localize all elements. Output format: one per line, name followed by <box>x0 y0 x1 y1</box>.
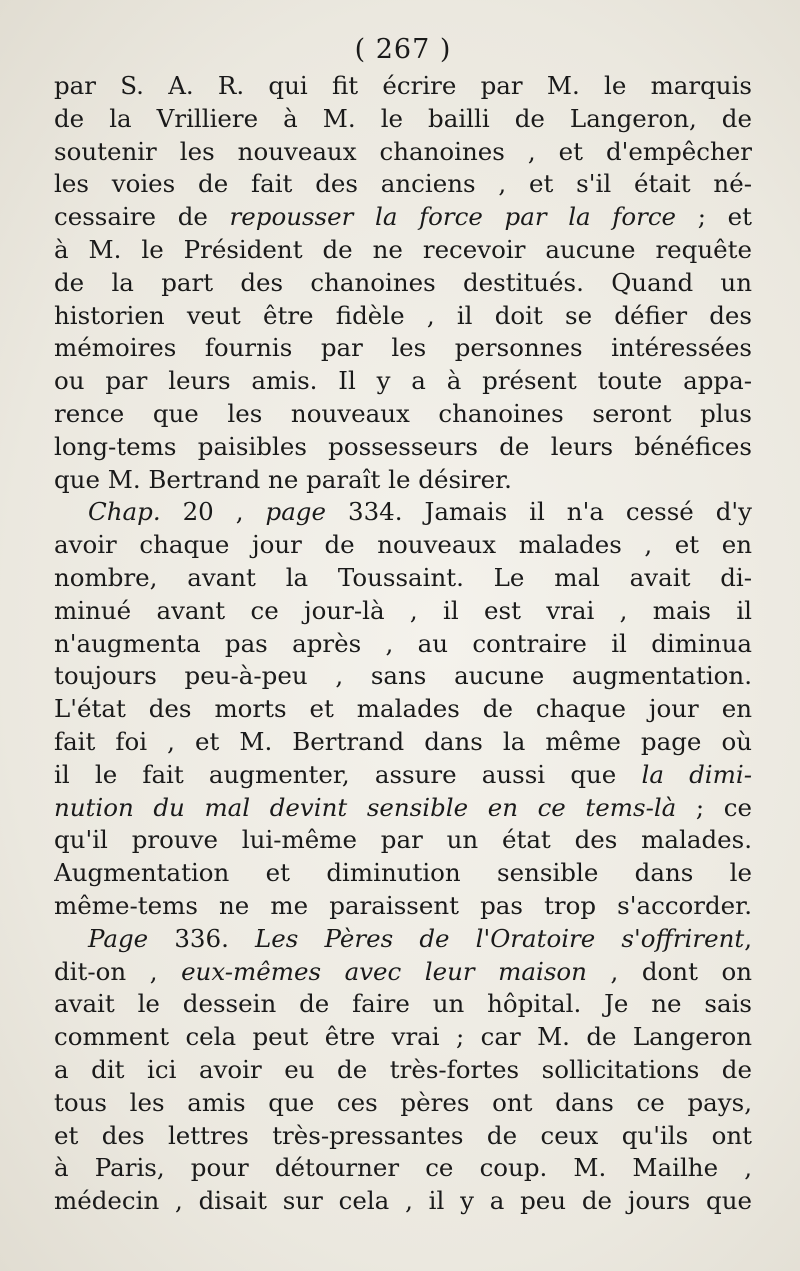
text-run: à M. le Président de ne recevoir aucune requête <box>54 234 752 264</box>
text-run: par S. A. R. qui fit écrire par M. le marquis <box>54 71 752 100</box>
text-run: avait le dessein de faire un hôpital. Je ne sais <box>54 989 752 1019</box>
text-line <box>54 464 752 497</box>
text-line <box>54 923 752 956</box>
text-line <box>54 365 752 398</box>
text-run: dit-on , <box>54 956 182 986</box>
text-line <box>54 300 752 333</box>
text-run: Augmentation et diminution sensible dans le <box>54 858 752 888</box>
text-run: tous les amis que ces pères ont dans ce pays, <box>54 1087 752 1117</box>
text-line <box>54 1054 752 1087</box>
text-run: cessaire de <box>54 202 230 232</box>
italic-phrase: page <box>265 497 326 527</box>
italic-phrase: repousser la force par la force <box>229 202 677 232</box>
text-run: , <box>744 923 752 953</box>
text-run: ou par leurs amis. Il y a à présent toute appa- <box>54 366 752 396</box>
text-run: n'augmenta pas après , au contraire il diminua <box>54 628 752 658</box>
text-line <box>54 234 752 267</box>
text-run: mémoires fournis par les personnes intéressées <box>54 333 752 363</box>
italic-phrase: Les Pères de l'Oratoire s'offrirent <box>255 923 745 953</box>
text-run: que M. Bertrand ne paraît le désirer. <box>54 464 512 494</box>
text-run: comment cela peut être vrai ; car M. de Langeron <box>54 1022 752 1052</box>
text-line <box>54 1021 752 1054</box>
text-line <box>54 1120 752 1153</box>
text-line <box>54 1087 752 1120</box>
text-line <box>54 857 752 890</box>
text-line <box>54 726 752 759</box>
text-run: les voies de fait des anciens , et s'il était né- <box>54 169 752 199</box>
text-run: 336. <box>148 923 256 953</box>
text-run: L'état des morts et malades de chaque jour en <box>54 694 752 724</box>
text-run: ; ce <box>676 792 752 822</box>
text-line <box>54 824 752 857</box>
text-run: de la Vrilliere à M. le bailli de Langeron, de <box>54 103 752 133</box>
italic-phrase: Page <box>88 923 149 953</box>
text-run: avoir chaque jour de nouveaux malades , et en <box>54 530 752 560</box>
text-line <box>54 168 752 201</box>
text-line <box>54 628 752 661</box>
text-run: minué avant ce jour-là , il est vrai , mais il <box>54 595 752 625</box>
page-number: ( 267 ) <box>354 34 452 65</box>
text-line <box>54 660 752 693</box>
text-run: de la part des chanoines destitués. Quand un <box>54 267 752 297</box>
italic-phrase: la dimi- <box>641 759 752 789</box>
text-line <box>54 693 752 726</box>
text-run: et des lettres très-pressantes de ceux qu'ils ont <box>54 1120 752 1150</box>
text-line <box>54 136 752 169</box>
text-line <box>54 201 752 234</box>
text-run: historien veut être fidèle , il doit se défier des <box>54 300 752 330</box>
text-run: , dont on <box>586 956 752 986</box>
text-run: à Paris, pour détourner ce coup. M. Mailhe , <box>54 1153 752 1183</box>
text-line <box>54 103 752 136</box>
text-line <box>54 1152 752 1185</box>
text-run: toujours peu-à-peu , sans aucune augmentation. <box>54 661 752 691</box>
text-line <box>54 332 752 365</box>
text-line <box>54 70 752 103</box>
italic-phrase: Chap. <box>88 497 161 527</box>
text-line <box>54 267 752 300</box>
text-line <box>54 529 752 562</box>
body-text <box>54 70 752 1218</box>
text-line <box>54 759 752 792</box>
italic-phrase: eux-mêmes avec leur maison <box>181 956 587 986</box>
text-line <box>54 988 752 1021</box>
text-line <box>54 398 752 431</box>
text-line <box>54 496 752 529</box>
text-run: 334. Jamais il n'a cessé d'y <box>326 497 752 527</box>
text-run: long-tems paisibles possesseurs de leurs bénéfices <box>54 431 752 461</box>
text-run: il le fait augmenter, assure aussi que <box>54 759 642 789</box>
italic-phrase: nution du mal devint sensible en ce tems-là <box>54 792 677 822</box>
text-line <box>54 562 752 595</box>
text-line <box>54 1185 752 1218</box>
text-line <box>54 890 752 923</box>
text-run: 20 , <box>160 497 266 527</box>
text-run: qu'il prouve lui-même par un état des malades. <box>54 825 752 855</box>
text-run: fait foi , et M. Bertrand dans la même page où <box>54 726 752 756</box>
text-run: même-tems ne me paraissent pas trop s'accorder. <box>54 890 752 920</box>
text-run: rence que les nouveaux chanoines seront plus <box>54 398 752 428</box>
text-run: médecin , disait sur cela , il y a peu de jours que <box>54 1186 752 1216</box>
text-line <box>54 792 752 825</box>
text-run: a dit ici avoir eu de très-fortes sollicitations de <box>54 1054 752 1084</box>
text-run: nombre, avant la Toussaint. Le mal avait di- <box>54 562 752 592</box>
text-line <box>54 595 752 628</box>
text-line <box>54 956 752 989</box>
text-run: ; et <box>676 202 752 232</box>
text-line <box>54 431 752 464</box>
text-run: soutenir les nouveaux chanoines , et d'empêcher <box>54 136 752 166</box>
